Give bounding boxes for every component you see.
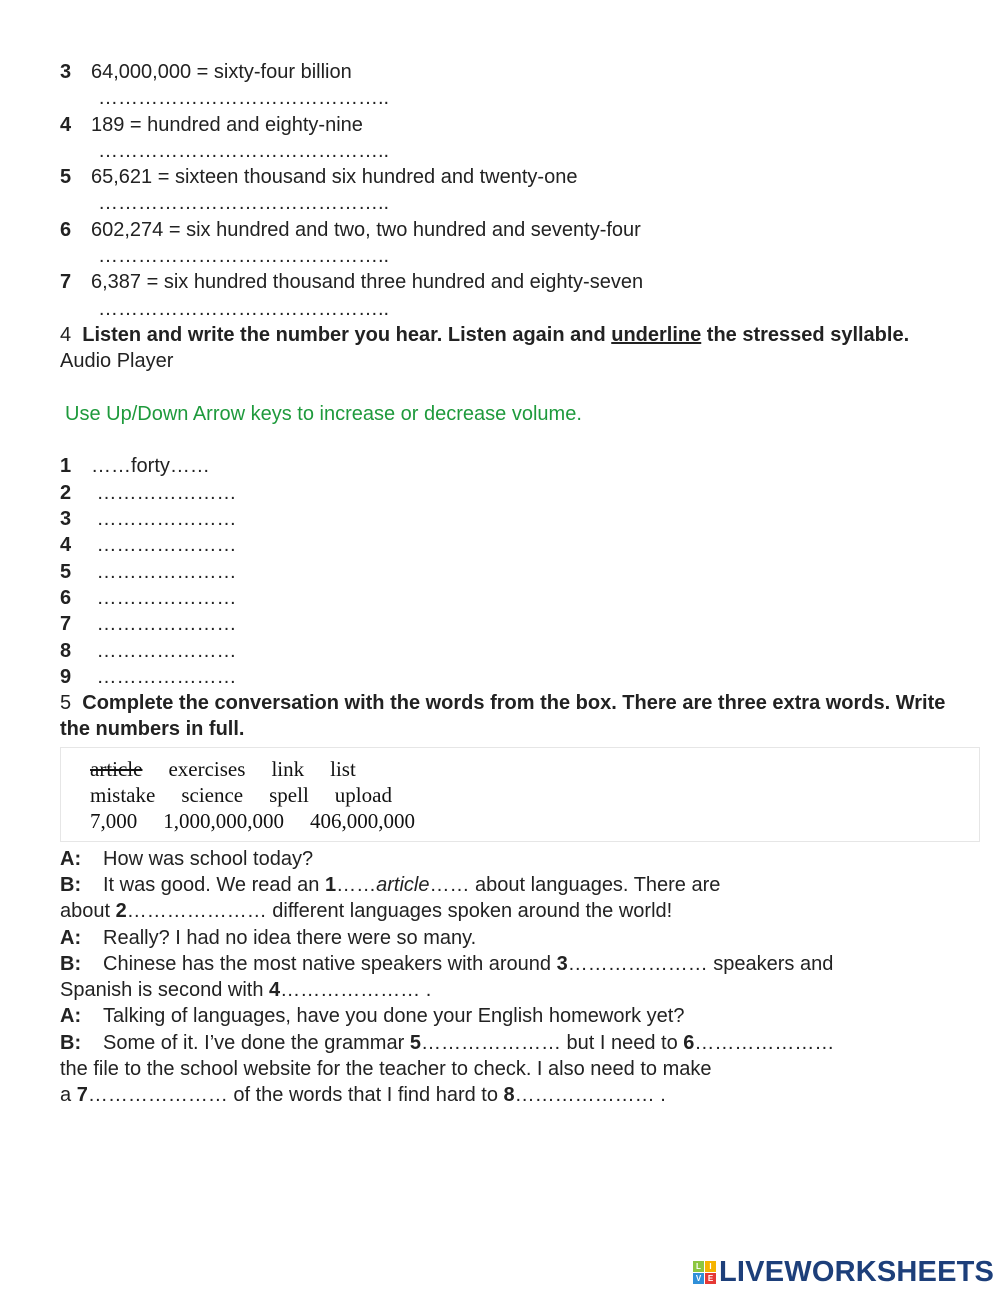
answer-item bbox=[60, 611, 960, 637]
gap-number: 7 bbox=[76, 1084, 88, 1107]
logo-tile: E bbox=[705, 1273, 716, 1284]
item-number: 3 bbox=[60, 508, 72, 531]
answer-input[interactable]: ………………… bbox=[91, 639, 237, 662]
item-number: 4 bbox=[60, 113, 72, 136]
gap-number: 5 bbox=[409, 1031, 421, 1054]
answer-input[interactable]: …………………………………….. bbox=[98, 245, 390, 268]
logo-tiles-icon bbox=[693, 1261, 716, 1284]
speaker: A: bbox=[60, 847, 82, 870]
statement-item bbox=[60, 164, 960, 190]
speaker: B: bbox=[60, 952, 82, 975]
exercise-5-heading bbox=[60, 690, 960, 743]
item-number: 9 bbox=[60, 665, 72, 688]
dialogue-text: …… about languages. There are bbox=[429, 873, 721, 896]
volume-hint: Use Up/Down Arrow keys to increase or decrease volume. bbox=[65, 402, 582, 425]
word-box-word: article bbox=[90, 756, 143, 781]
item-number: 3 bbox=[60, 61, 72, 83]
gap-4-input[interactable]: ………………… bbox=[280, 979, 421, 1002]
gap-6-input[interactable]: ………………… bbox=[694, 1031, 835, 1054]
dialogue-text: It was good. We read an bbox=[103, 873, 325, 896]
exercise-4-heading bbox=[60, 322, 960, 348]
gap-3-input[interactable]: ………………… bbox=[567, 952, 708, 975]
answer-item bbox=[60, 480, 960, 506]
answer-item bbox=[60, 453, 960, 479]
instruction-text: Listen and write the number you hear. Listen again and bbox=[82, 323, 612, 346]
word-box-word: 406,000,000 bbox=[310, 809, 415, 834]
item-number: 5 bbox=[60, 560, 72, 583]
gap-number: 6 bbox=[683, 1031, 695, 1054]
item-number: 6 bbox=[60, 218, 72, 241]
answer-input[interactable]: ………………… bbox=[91, 508, 237, 531]
gap-number: 3 bbox=[556, 952, 568, 975]
statement-text: 189 = hundred and eighty-nine bbox=[91, 113, 363, 136]
item-number: 7 bbox=[60, 271, 72, 294]
word-box-word: spell bbox=[269, 783, 309, 808]
word-box-row bbox=[90, 756, 979, 782]
dialogue-text: Talking of languages, have you done your English homework yet? bbox=[103, 1005, 685, 1028]
statement-text: 602,274 = six hundred and two, two hundred and seventy-four bbox=[91, 218, 641, 241]
answer-item bbox=[60, 532, 960, 558]
answer-item bbox=[60, 638, 960, 664]
word-box bbox=[60, 747, 980, 842]
dialogue-text: a bbox=[60, 1084, 77, 1107]
statement-text: 6,387 = six hundred thousand three hundred and eighty-seven bbox=[91, 271, 644, 294]
item-number: 6 bbox=[60, 586, 72, 609]
speaker: B: bbox=[60, 873, 82, 896]
answer-input[interactable]: …………………………………….. bbox=[98, 139, 390, 162]
gap-answer-example: article bbox=[376, 873, 430, 896]
dialogue-text: of the words that I find hard to bbox=[227, 1084, 504, 1107]
answer-input[interactable]: ………………… bbox=[91, 560, 237, 583]
answer-item bbox=[60, 585, 960, 611]
logo-tile: I bbox=[705, 1261, 716, 1272]
liveworksheets-logo bbox=[693, 1256, 994, 1289]
statement-item bbox=[60, 112, 960, 138]
dialogue-text: Some of it. I’ve done the grammar bbox=[103, 1031, 410, 1054]
gap-number: 2 bbox=[115, 900, 127, 923]
word-box-word: upload bbox=[334, 783, 392, 808]
answer-input[interactable]: ………………… bbox=[91, 586, 237, 609]
word-box-row bbox=[90, 782, 979, 808]
gap-number: 1 bbox=[324, 873, 337, 896]
statement-text: 64,000,000 = sixty-four billion bbox=[91, 61, 352, 83]
answer-item bbox=[60, 506, 960, 532]
answer-item bbox=[60, 559, 960, 585]
word-box-word: mistake bbox=[90, 783, 156, 808]
item-number: 1 bbox=[60, 455, 72, 478]
exercise-4-answers bbox=[60, 453, 960, 690]
answer-input[interactable]: ……forty…… bbox=[91, 455, 210, 478]
word-box-word: science bbox=[181, 783, 244, 808]
item-number: 8 bbox=[60, 639, 72, 662]
logo-tile: L bbox=[693, 1261, 704, 1272]
dialogue-text: . bbox=[654, 1084, 666, 1107]
dialogue-text: Really? I had no idea there were so many. bbox=[103, 926, 477, 949]
audio-player[interactable]: Audio Player bbox=[60, 350, 174, 373]
answer-input[interactable]: …………………………………….. bbox=[98, 192, 390, 215]
word-box-word: list bbox=[330, 756, 356, 781]
item-number: 7 bbox=[60, 613, 72, 636]
dialogue-text: different languages spoken around the world! bbox=[266, 900, 673, 923]
dialogue-text: Chinese has the most native speakers with around bbox=[103, 952, 557, 975]
gap-8-input[interactable]: ………………… bbox=[514, 1084, 655, 1107]
dialogue-text: the file to the school website for the teacher to check. I also need to make bbox=[60, 1057, 712, 1080]
dialogue bbox=[60, 846, 960, 1109]
answer-input[interactable]: …………………………………….. bbox=[98, 297, 390, 320]
worksheet bbox=[60, 59, 960, 1109]
dialogue-text: but I need to bbox=[560, 1031, 684, 1054]
gap-number: 8 bbox=[503, 1084, 515, 1107]
word-box-word: 1,000,000,000 bbox=[163, 809, 284, 834]
answer-input[interactable]: …………………………………….. bbox=[98, 87, 390, 110]
dialogue-text: Spanish is second with bbox=[60, 979, 270, 1002]
dialogue-text: speakers and bbox=[707, 952, 834, 975]
gap-7-input[interactable]: ………………… bbox=[87, 1084, 228, 1107]
gap-number: 4 bbox=[269, 979, 281, 1002]
word-box-word: exercises bbox=[168, 756, 246, 781]
gap-2-input[interactable]: ………………… bbox=[126, 900, 267, 923]
word-box-word: link bbox=[271, 756, 305, 781]
gap-dots: …… bbox=[336, 873, 377, 896]
dialogue-text: How was school today? bbox=[103, 847, 314, 870]
exercise-3-list bbox=[60, 59, 960, 322]
logo-wordmark: LIVEWORKSHEETS bbox=[719, 1256, 995, 1288]
exercise-number: 4 bbox=[60, 323, 72, 346]
statement-item bbox=[60, 217, 960, 243]
word-box-word: 7,000 bbox=[90, 809, 138, 834]
dialogue-text: about bbox=[60, 900, 116, 923]
instruction-text: Complete the conversation with the words from the box. There are three extra words. Write the numbers in full. bbox=[60, 692, 946, 741]
answer-input[interactable]: ………………… bbox=[91, 613, 237, 636]
word-box-row bbox=[90, 808, 979, 834]
item-number: 2 bbox=[60, 481, 72, 504]
instruction-text: the stressed syllable. bbox=[701, 323, 910, 346]
answer-input[interactable]: ………………… bbox=[91, 665, 237, 688]
item-number: 5 bbox=[60, 166, 72, 189]
answer-item bbox=[60, 664, 960, 690]
statement-item bbox=[60, 269, 960, 295]
statement-item bbox=[60, 59, 960, 85]
logo-tile: V bbox=[693, 1273, 704, 1284]
exercise-number: 5 bbox=[60, 692, 72, 715]
speaker: B: bbox=[60, 1031, 82, 1054]
gap-5-input[interactable]: ………………… bbox=[420, 1031, 561, 1054]
dialogue-text: . bbox=[420, 979, 432, 1002]
statement-text: 65,621 = sixteen thousand six hundred and twenty-one bbox=[91, 166, 578, 189]
speaker: A: bbox=[60, 926, 82, 949]
instruction-underlined: underline bbox=[611, 323, 702, 346]
item-number: 4 bbox=[60, 534, 72, 557]
answer-input[interactable]: ………………… bbox=[91, 534, 237, 557]
answer-input[interactable]: ………………… bbox=[91, 481, 237, 504]
speaker: A: bbox=[60, 1005, 82, 1028]
